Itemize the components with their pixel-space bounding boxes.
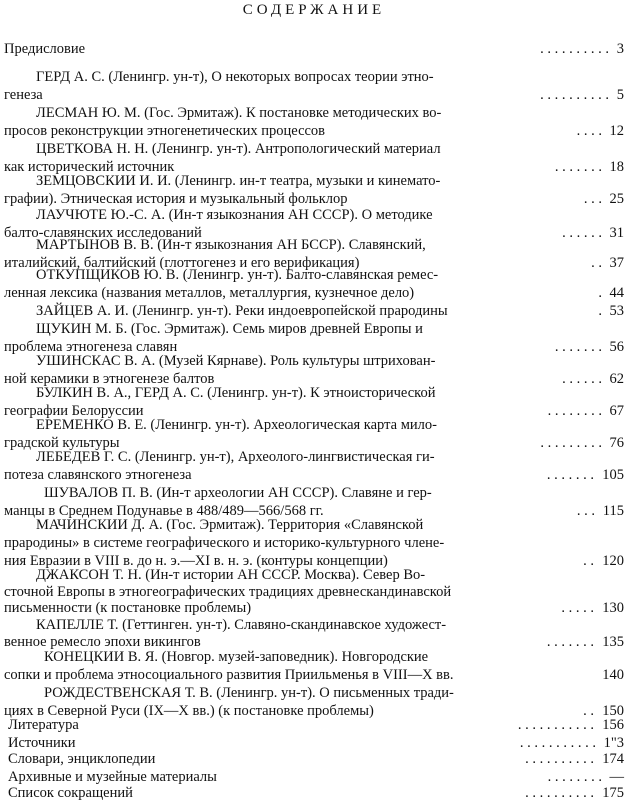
- leader-dots: . . . . . . . . . .: [540, 87, 609, 103]
- page-number: 130: [602, 600, 624, 616]
- entry-text: МАРТЫНОВ В. В. (Ин-т языкознания АН БССР). Славянский,: [36, 237, 426, 253]
- entry-text: прародины» в системе географического и историко-культурного члене-: [4, 535, 445, 551]
- entry-text: ЛАУЧЮТЕ Ю.-С. А. (Ин-т языкознания АН СССР). О методике: [36, 207, 433, 223]
- page-number: 76: [609, 435, 624, 451]
- entry-text: ДЖАКСОН Т. Н. (Ин-т истории АН СССР. Москва). Север Во-: [36, 567, 426, 583]
- page-title: СОДЕРЖАНИЕ: [242, 2, 386, 18]
- page-number: 135: [602, 633, 624, 650]
- entry-text: ной керамики в этногенезе балтов: [4, 371, 215, 387]
- toc-entry-line: [0, 416, 628, 434]
- page-number: 140: [602, 667, 624, 683]
- toc-entry-line: [0, 122, 628, 140]
- leader-dots: .: [598, 285, 602, 301]
- entry-text: сопки и проблема этносоциального развития Приильменья в VIII—X вв.: [4, 667, 454, 683]
- leader-dots: . . . .: [576, 123, 602, 139]
- entry-text: графии). Этническая история и музыкальный фольклор: [4, 191, 348, 207]
- toc-entry-line: [0, 716, 628, 734]
- leader-dots: . . . . . . .: [554, 159, 602, 175]
- entry-text: ленная лексика (названия металлов, металлургия, кузнечное дело): [4, 285, 415, 301]
- page-number: 3: [616, 41, 624, 57]
- toc-entry-line: [0, 466, 628, 484]
- toc-entry-line: [0, 648, 628, 666]
- entry-text: ЕРЕМЕНКО В. Е. (Ленингр. ун-т). Археологическая карта мило-: [36, 417, 437, 433]
- toc-entry-line: [0, 86, 628, 104]
- page-number: 37: [609, 255, 624, 271]
- toc-entry-line: [0, 750, 628, 768]
- leader-dots: . . . . . .: [562, 371, 602, 387]
- page-number: 174: [602, 751, 624, 767]
- page-number: 175: [602, 785, 624, 801]
- entry-text: циях в Северной Руси (IX—X вв.) (к постановке проблемы): [4, 703, 374, 719]
- toc-entry-line: [0, 302, 628, 320]
- entry-text: ния Евразии в VIII в. до н. э.—XI в. н. э. (контуры концепции): [4, 553, 388, 569]
- page-number: 25: [609, 191, 624, 207]
- entry-text: ШУВАЛОВ П. В. (Ин-т археологии АН СССР). Славяне и гер-: [44, 485, 432, 501]
- entry-text: проблема этногенеза славян: [4, 339, 178, 355]
- entry-text: ЩУКИН М. Б. (Гос. Эрмитаж). Семь миров древней Европы и: [36, 321, 423, 337]
- entry-text: как исторический источник: [4, 159, 175, 175]
- entry-text: манцы в Среднем Подунавье в 488/489—566/568 гг.: [4, 503, 324, 519]
- toc-entry-line: [0, 384, 628, 402]
- leader-dots: . . . . . . . . . .: [525, 751, 594, 767]
- toc-entry-line: [0, 599, 628, 617]
- entry-text: италийский, балтийский (глоттогенез и его верификация): [4, 255, 360, 271]
- entry-text: БУЛКИН В. А., ГЕРД А. С. (Ленингр. ун-т). К этноисторической: [36, 385, 436, 401]
- leader-dots: . . . . .: [561, 600, 594, 616]
- page-number: 120: [602, 553, 624, 569]
- leader-dots: . . . . . . . . . . .: [519, 735, 596, 751]
- entry-text: РОЖДЕСТВЕНСКАЯ Т. В. (Ленингр. ун-т). О письменных тради-: [44, 685, 454, 701]
- leader-dots: . . . . . . . . . .: [540, 41, 609, 57]
- page-number: 105: [602, 467, 624, 483]
- toc-entry-line: [0, 68, 628, 86]
- leader-dots: . . . . . . . .: [547, 769, 602, 785]
- toc-entry-line: [0, 140, 628, 158]
- toc-entry-line: [0, 684, 628, 702]
- toc-entry-line: [0, 266, 628, 284]
- toc-entry-line: [0, 583, 628, 601]
- entry-text: ОТКУПЩИКОВ Ю. В. (Ленингр. ун-т). Балто-славянская ремес-: [36, 267, 439, 283]
- leader-dots: . . .: [583, 191, 602, 207]
- entry-text: МАЧИНСКИИ Д. А. (Гос. Эрмитаж). Территория «Славянской: [36, 517, 424, 533]
- toc-entry-line: [0, 534, 628, 552]
- entry-text: ЛЕБЕДЕВ Г. С. (Ленингр. ун-т), Археолого-лингвистическая ги-: [36, 449, 435, 465]
- page-number: 1"3: [603, 735, 624, 751]
- toc-entry-line: [0, 484, 628, 502]
- entry-text: балто-славянских исследований: [4, 225, 202, 241]
- toc-entry-line: [0, 40, 628, 58]
- toc-entry-line: [0, 666, 628, 684]
- toc-entry-line: [0, 448, 628, 466]
- toc-entry-line: [0, 566, 628, 584]
- page-number: 56: [609, 339, 624, 355]
- leader-dots: . .: [583, 703, 594, 719]
- toc-entry-line: [0, 352, 628, 370]
- entry-text: сточной Европы в этногеографических традициях древнескандинавской: [4, 583, 452, 600]
- page-number: 5: [616, 87, 624, 103]
- page-number: 18: [609, 159, 624, 175]
- page-number: 150: [602, 703, 624, 719]
- page-number: 115: [602, 503, 624, 519]
- leader-dots: . . . . . . . .: [547, 403, 602, 419]
- toc-entry-line: [0, 172, 628, 190]
- entry-text: просов реконструкции этногенетических процессов: [4, 123, 326, 139]
- entry-text: Предисловие: [4, 41, 86, 57]
- leader-dots: . . . . . . .: [546, 467, 594, 483]
- toc-entry-line: [0, 206, 628, 224]
- leader-dots: .: [598, 303, 602, 319]
- entry-text: ЦВЕТКОВА Н. Н. (Ленингр. ун-т). Антропологический материал: [36, 141, 441, 157]
- leader-dots: . . . . . . .: [546, 633, 594, 650]
- toc-entry-line: [0, 616, 628, 634]
- page-number: 44: [609, 285, 624, 301]
- toc-entry-line: [0, 516, 628, 534]
- toc-entry-line: [0, 104, 628, 122]
- leader-dots: . . . . . . . . .: [540, 435, 602, 451]
- entry-text: УШИНСКАС В. А. (Музей Кярнаве). Роль культуры штрихован-: [36, 353, 436, 369]
- page-number: 67: [609, 403, 624, 419]
- entry-text: Источники: [8, 735, 76, 751]
- entry-text: письменности (к постановке проблемы): [4, 600, 252, 616]
- page-number: 156: [602, 717, 624, 733]
- page-number: 62: [609, 371, 624, 387]
- leader-dots: . . . . . . . . . . .: [517, 717, 594, 733]
- entry-text: Словари, энциклопедии: [8, 751, 156, 767]
- page-number: —: [609, 769, 624, 785]
- entry-text: КАПЕЛЛЕ Т. (Геттинген. ун-т). Славяно-скандинавское художест-: [36, 617, 447, 633]
- leader-dots: . . . . . . . . . .: [525, 785, 594, 801]
- toc-entry-line: [0, 320, 628, 338]
- entry-text: ЛЕСМАН Ю. М. (Гос. Эрмитаж). К постановке методических во-: [36, 105, 442, 121]
- toc-entry-line: [0, 284, 628, 302]
- entry-text: ЗАЙЦЕВ А. И. (Ленингр. ун-т). Реки индоевропейской прародины: [36, 303, 448, 319]
- toc-entry-line: [0, 784, 628, 802]
- leader-dots: . .: [591, 255, 602, 271]
- leader-dots: . .: [583, 553, 594, 569]
- page-number: 12: [609, 123, 624, 139]
- page-number: 31: [609, 225, 624, 241]
- leader-dots: . . .: [576, 503, 595, 519]
- entry-text: географии Белоруссии: [4, 403, 144, 419]
- entry-text: ГЕРД А. С. (Ленингр. ун-т), О некоторых вопросах теории этно-: [36, 69, 434, 85]
- entry-text: градской культуры: [4, 435, 120, 451]
- entry-text: венное ремесло эпохи викингов: [4, 633, 201, 650]
- leader-dots: . . . . . .: [562, 225, 602, 241]
- entry-text: КОНЕЦКИИ В. Я. (Новгор. музей-заповедник). Новгородские: [44, 649, 429, 665]
- entry-text: Архивные и музейные материалы: [8, 769, 217, 785]
- entry-text: ЗЕМЦОВСКИИ И. И. (Ленингр. ин-т театра, музыки и кинемато-: [36, 173, 441, 189]
- toc-entry-line: [0, 236, 628, 254]
- entry-text: Список сокращений: [8, 785, 133, 801]
- entry-text: генеза: [4, 87, 43, 103]
- entry-text: потеза славянского этногенеза: [4, 467, 192, 483]
- page-number: 53: [609, 303, 624, 319]
- leader-dots: . . . . . . .: [554, 339, 602, 355]
- entry-text: Литература: [8, 717, 79, 733]
